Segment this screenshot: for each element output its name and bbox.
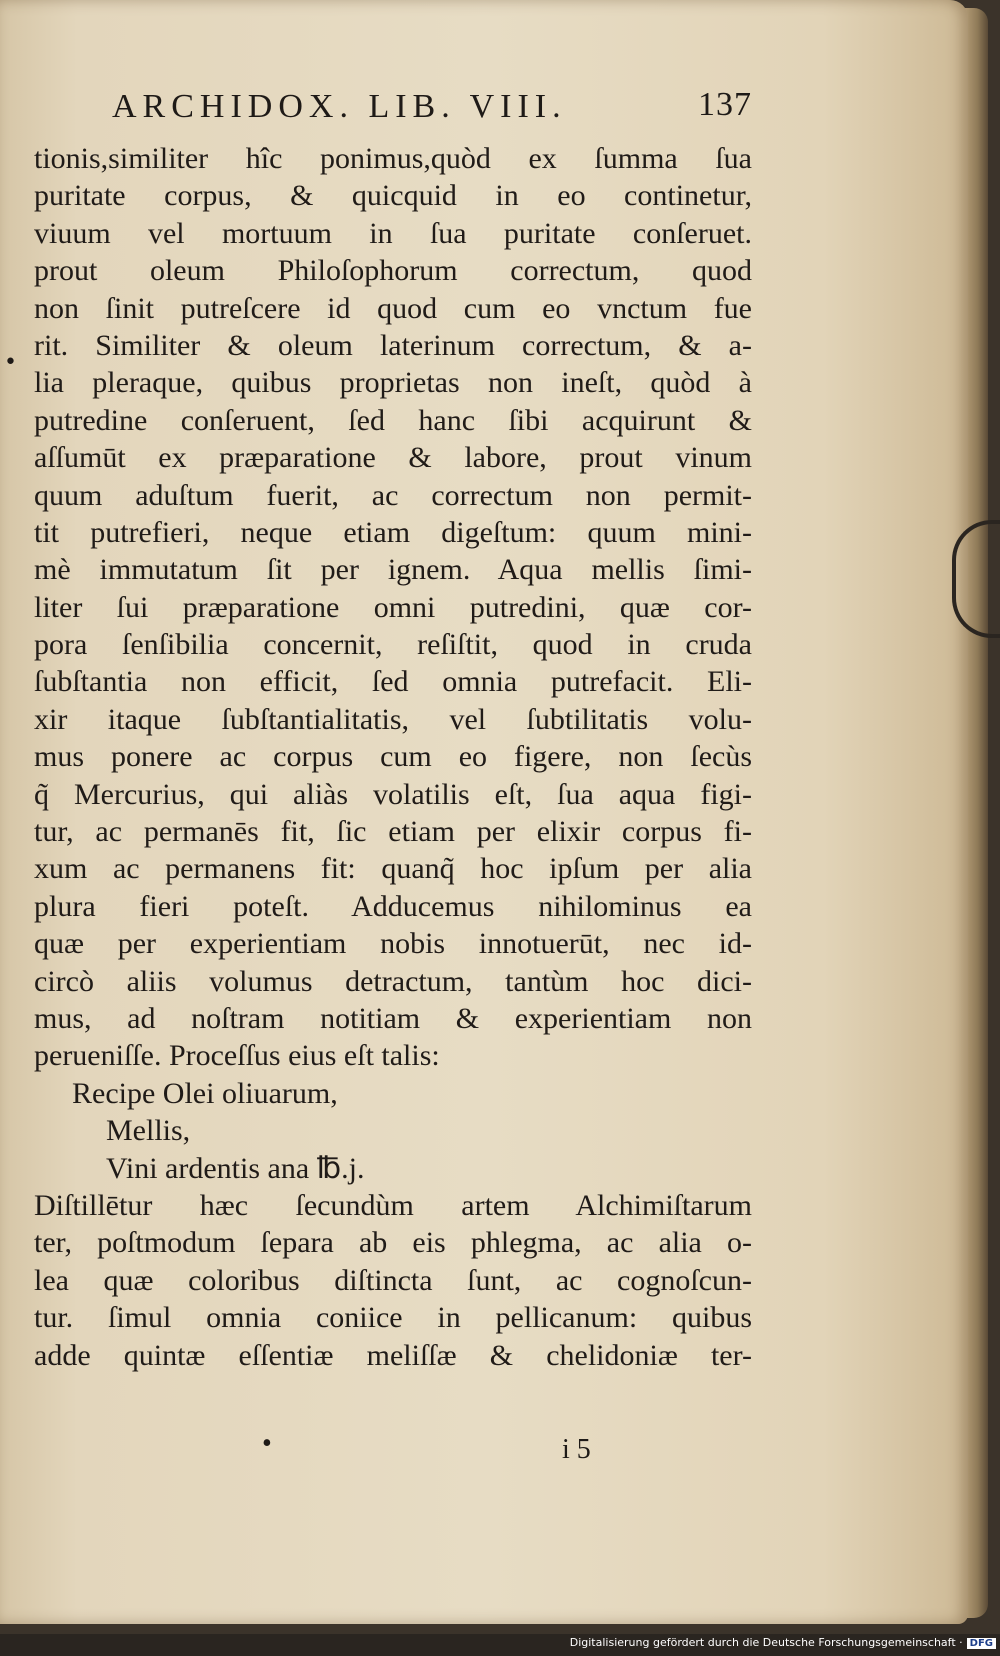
margin-mark: • [4, 350, 17, 375]
text-line: tit putrefieri, neque etiam digeſtum: quum mini- [34, 515, 752, 549]
recipe-line: Recipe Olei oliuarum, [72, 1076, 338, 1110]
text-line: mus ponere ac corpus cum eo figere, non ſecùs [34, 740, 752, 774]
text-line: ter, poſtmodum ſepara ab eis phlegma, ac alia o- [34, 1226, 752, 1260]
text-line: rit. Similiter & oleum laterinum correctum, & a- [34, 328, 752, 362]
running-title: ARCHIDOX. LIB. VIII. [112, 88, 567, 125]
text-line: plura fieri poteſt. Adducemus nihilominus ea [34, 889, 752, 923]
text-line: pora ſenſibilia concernit, reſiſtit, quod in cruda [34, 628, 752, 662]
text-line: tionis,similiter hîc ponimus,quòd ex ſumma ſua [34, 142, 752, 175]
text-line: mè immutatum ſit per ignem. Aqua mellis ſimi- [34, 553, 752, 587]
footer-credit-text: Digitalisierung gefördert durch die Deutsche Forschungsgemeinschaft · [569, 1636, 963, 1649]
body-text [34, 140, 752, 1374]
signature-bullet: • [262, 1428, 272, 1459]
thumb-tab [952, 520, 1000, 638]
text-line: tur, ac permanēs fit, ſic etiam per elixir corpus fi- [34, 815, 752, 849]
signature-label: i 5 [562, 1434, 591, 1465]
page-number: 137 [698, 86, 752, 123]
text-line: quum aduſtum fuerit, ac correctum non permit- [34, 478, 752, 512]
text-line: lia pleraque, quibus proprietas non ineſt, quòd à [34, 366, 752, 400]
footer-credit [0, 1636, 996, 1654]
text-line: mus, ad noſtram notitiam & experientiam non [34, 1001, 752, 1035]
running-head [112, 88, 752, 134]
text-line: lea quæ coloribus diſtincta ſunt, ac cognoſcun- [34, 1263, 752, 1297]
text-line: xir itaque ſubſtantialitatis, vel ſubtilitatis volu- [34, 702, 752, 736]
text-line: perueniſſe. Proceſſus eius eſt talis: [34, 1039, 440, 1073]
text-line: xum ac permanens fit: quanq̃ hoc ipſum per alia [34, 852, 752, 886]
text-line: aſſumūt ex præparatione & labore, prout vinum [34, 441, 752, 475]
text-line: puritate corpus, & quicquid in eo continetur, [34, 179, 752, 213]
text-line: quæ per experientiam nobis innotuerūt, nec id- [34, 927, 752, 961]
text-line: tur. ſimul omnia coniice in pellicanum: quibus [34, 1301, 752, 1335]
text-line: circò aliis volumus detractum, tantùm hoc dici- [34, 964, 752, 998]
signature-mark [0, 1428, 968, 1474]
recipe-line: Vini ardentis ana ℔.j. [106, 1151, 365, 1185]
text-line: q̃ Mercurius, qui aliàs volatilis eſt, ſua aqua figi- [34, 777, 752, 811]
text-line: prout oleum Philoſophorum correctum, quod [34, 254, 752, 288]
text-line: liter ſui præparatione omni putredini, quæ cor- [34, 590, 752, 624]
text-line: ſubſtantia non efficit, ſed omnia putrefacit. Eli- [34, 665, 752, 699]
text-line: viuum vel mortuum in ſua puritate conſeruet. [34, 216, 752, 250]
text-line: adde quintæ eſſentiæ meliſſæ & chelidoniæ ter- [34, 1338, 752, 1372]
text-line: non ſinit putreſcere id quod cum eo vnctum fue [34, 291, 752, 325]
text-line: putredine conſeruent, ſed hanc ſibi acquirunt & [34, 403, 752, 437]
recipe-line: Mellis, [106, 1114, 191, 1148]
dfg-logo: DFG [967, 1638, 996, 1649]
text-line: Diſtillētur hæc ſecundùm artem Alchimiſtarum [34, 1188, 752, 1222]
